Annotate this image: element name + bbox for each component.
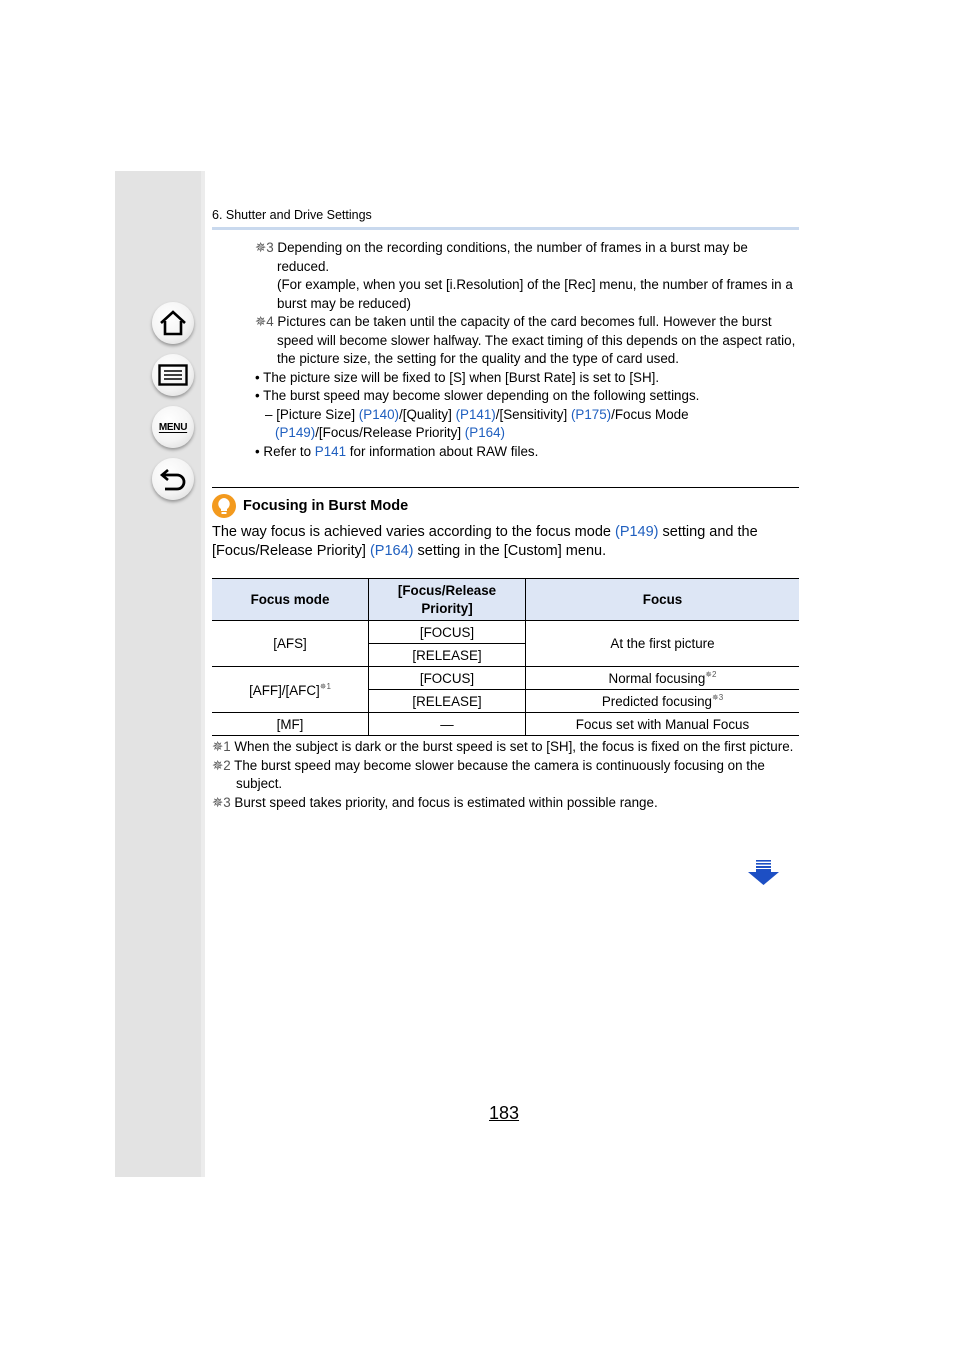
footnote-1-mark: ✵1	[212, 739, 231, 754]
cell-aff-mode-sup: ✵1	[319, 681, 331, 691]
cell-aff-release-sup: ✵3	[712, 693, 724, 702]
cell-mf-mode: [MF]	[212, 713, 369, 736]
sidebar-edge	[201, 171, 205, 1177]
sub-quality: /[Quality]	[399, 406, 456, 422]
bullet-1: • The picture size will be fixed to [S] when [Burst Rate] is set to [SH].	[255, 369, 660, 385]
bullet-1-text: The picture size will be fixed to [S] when [Burst Rate] is set to [SH].	[263, 369, 660, 385]
sub-focus-release: /[Focus/Release Priority]	[315, 425, 465, 440]
note-3-line1: Depending on the recording conditions, the number of frames in a burst may be reduced.	[277, 240, 748, 274]
header-priority: [Focus/Release Priority]	[369, 579, 526, 621]
sub-item	[255, 406, 800, 443]
return-icon	[159, 467, 187, 491]
link-p149[interactable]: (P149)	[275, 425, 316, 440]
list-icon	[158, 364, 188, 386]
footnote-1-text: When the subject is dark or the burst speed is set to [SH], the focus is fixed on the first picture.	[234, 739, 794, 754]
footnote-2-text: The burst speed may become slower because the camera is continuously focusing on the subject.	[234, 757, 765, 791]
note-3-mark: ✵3	[255, 240, 274, 255]
footnotes	[212, 738, 800, 812]
lightbulb-icon	[212, 494, 236, 518]
cell-afs-mode: [AFS]	[212, 621, 369, 667]
sub-focus-mode: /Focus Mode	[611, 406, 689, 422]
home-icon	[159, 310, 187, 336]
menu-button[interactable]	[152, 406, 194, 448]
table-row	[212, 713, 799, 736]
link-p141[interactable]: (P141)	[455, 406, 496, 422]
home-button[interactable]	[152, 302, 194, 344]
focus-table	[212, 578, 799, 736]
contents-button[interactable]	[152, 354, 194, 396]
note-4-mark: ✵4	[255, 314, 274, 329]
intro-link-p164[interactable]: (P164)	[369, 543, 414, 559]
link-p140[interactable]: (P140)	[358, 406, 399, 422]
section-rule	[212, 487, 799, 488]
table-row	[212, 621, 799, 644]
table-row	[212, 667, 799, 690]
header-focus-mode: Focus mode	[212, 579, 369, 621]
cell-aff-focus: [FOCUS]	[369, 667, 526, 690]
bullet-3-post: for information about RAW files.	[346, 443, 539, 459]
cell-afs-result: At the first picture	[526, 621, 800, 667]
intro-1: The way focus is achieved varies according to the focus mode	[212, 524, 615, 540]
arrow-down-icon	[747, 860, 780, 886]
cell-afs-release: [RELEASE]	[369, 644, 526, 667]
link-p141-raw[interactable]: P141	[314, 443, 347, 459]
section-heading	[212, 494, 408, 518]
cell-aff-release: [RELEASE]	[369, 690, 526, 713]
note-3-line2: (For example, when you set [i.Resolution] of the [Rec] menu, the number of frames in a burst may be reduced)	[277, 277, 793, 311]
intro-link-p149[interactable]: (P149)	[614, 524, 659, 540]
note-4	[255, 313, 800, 369]
footnote-1	[212, 738, 800, 757]
cell-aff-mode-text: [AFF]/[AFC]	[249, 682, 320, 698]
cell-aff-focus-result	[526, 667, 800, 690]
notes-top	[255, 239, 800, 461]
table-header-row	[212, 579, 799, 621]
link-p175[interactable]: (P175)	[570, 406, 612, 422]
note-3	[255, 239, 800, 313]
footnote-2-mark: ✵2	[212, 757, 231, 773]
next-page-button[interactable]	[747, 860, 780, 891]
footnote-3-text: Burst speed takes priority, and focus is estimated within possible range.	[234, 794, 658, 810]
section-intro	[212, 523, 802, 561]
bullet-2: • The burst speed may become slower depending on the following settings.	[255, 388, 700, 403]
sub-picture-size: [Picture Size]	[276, 406, 359, 422]
section-title: Focusing in Burst Mode	[243, 498, 409, 514]
intro-2: setting and the [Focus/Release Priority]	[212, 524, 758, 559]
bullet-3-pre: Refer to	[263, 443, 315, 459]
intro-3: setting in the [Custom] menu.	[413, 543, 607, 559]
bullet-3: • Refer to P141 for information about RAW files.	[255, 443, 539, 459]
sub-sensitivity: /[Sensitivity]	[495, 406, 571, 422]
menu-label: MENU	[158, 421, 188, 433]
link-p164[interactable]: (P164)	[464, 425, 505, 440]
header-focus: Focus	[526, 579, 800, 621]
cell-aff-focus-sup: ✵2	[705, 670, 717, 679]
cell-aff-mode	[212, 667, 369, 713]
footnote-3	[212, 794, 800, 813]
cell-aff-release-result-text: Predicted focusing	[601, 694, 712, 709]
cell-mf-result: Focus set with Manual Focus	[526, 713, 800, 736]
footnote-3-mark: ✵3	[212, 794, 231, 810]
page-number: 183	[489, 1103, 520, 1123]
cell-aff-release-result	[526, 690, 800, 713]
bullet-2-text: The burst speed may become slower depending on the following settings.	[263, 388, 700, 403]
note-4-text: Pictures can be taken until the capacity of the card becomes full. However the burst speed will become slower halfway. The exact timing of this depends on the aspect ratio, the picture size, the setting for the quality and the type of card used.	[277, 314, 796, 366]
back-button[interactable]	[152, 458, 194, 500]
cell-aff-focus-result-text: Normal focusing	[608, 671, 706, 686]
footnote-2	[212, 757, 800, 794]
cell-mf-priority: —	[369, 713, 526, 736]
header-rule	[212, 227, 799, 230]
sub-item-dash: –	[265, 406, 273, 422]
cell-afs-focus: [FOCUS]	[369, 621, 526, 644]
chapter-header: 6. Shutter and Drive Settings	[212, 208, 372, 222]
